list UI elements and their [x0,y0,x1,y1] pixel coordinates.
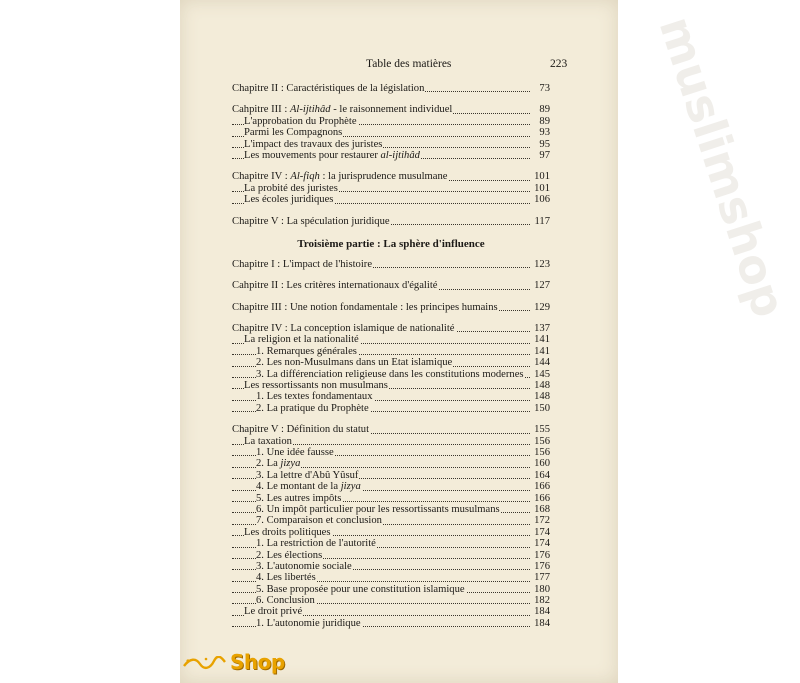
toc-entry-title-part: : la jurisprudence musulmane [319,171,448,183]
toc-entry-title [256,504,501,515]
toc-entry-title-part: 5. Les autres impôts [256,492,342,504]
toc-entry-title [256,618,362,629]
toc-entry-page: 101 [534,182,550,194]
toc-entry-title-part: al-ijtihâd [380,149,420,161]
toc-entry-page: 141 [534,345,550,357]
toc-entry-title-part: Parmi les Compagnons [244,127,343,139]
toc-entry-page: 164 [534,469,550,481]
toc-entry [232,171,550,182]
toc-entry-title-part: Al-ijtihâd [289,104,331,116]
book-page [180,0,797,683]
toc-entry-title-part: 3. La différenciation religieuse dans les constitutions modernes [256,368,524,380]
toc-entry-title-part: 1. Une idée fausse [256,446,334,458]
toc-entry [232,323,550,334]
running-head-title: Table des matières [366,58,452,70]
toc-entry-title-part: Chapitre IV : [232,171,291,183]
part-heading: Troisième partie : La sphère d'influence [297,237,485,250]
toc-entry-title-part: Al-fiqh [290,171,320,183]
toc-entry [232,515,550,526]
toc-entry [232,447,550,458]
toc-entry-title [232,171,448,182]
toc-entry [232,259,550,270]
toc-entry-title [244,183,339,194]
toc-entry-title [256,403,370,414]
toc-entry-title [256,561,353,572]
toc-entry-title [256,447,335,458]
toc-entry [232,83,550,94]
toc-entry-page: 150 [534,402,550,414]
toc-entry-title-part: Les ressortissants non musulmans [244,380,388,392]
toc-entry [232,183,550,194]
toc-entry-title [256,515,383,526]
toc-entry-title-part: Les mouvements pour restaurer [244,149,381,161]
toc-entry-title-part: L'impact des travaux des juristes [244,138,383,150]
toc-entry [232,357,550,368]
toc-entry-title [244,606,303,617]
toc-entry [232,584,550,595]
toc-entry-page: 93 [539,127,550,139]
toc-entry-page: 137 [534,323,550,335]
running-head-page-number: 223 [550,58,568,70]
toc-entry-title-part: 2. Les élections [256,549,323,561]
toc-entry-title [256,369,525,380]
toc-entry [232,458,550,469]
toc-entry-title-part: La probité des juristes [244,182,338,194]
toc-entry-title [256,357,453,368]
toc-entry-title [232,83,425,94]
toc-entry-title [244,194,334,205]
toc-entry-title [232,259,373,270]
toc-entry-page: 155 [534,424,550,436]
toc-entry-page: 180 [534,583,550,595]
toc-entry-title-part: 7. Comparaison et conclusion [256,515,382,527]
toc-entry-title-part: Chapitre V : Définition du statut [232,424,370,436]
toc-entry [232,216,550,227]
toc-entry [232,403,550,414]
toc-entry-title [244,334,360,345]
toc-entry [232,139,550,150]
toc-entry-title-part: Chapitre V : La spéculation juridique [232,215,390,227]
toc-entry-page: 101 [534,171,550,183]
toc-entry-page: 97 [539,149,550,161]
toc-entry-title [256,470,359,481]
toc-entry [232,391,550,402]
toc-entry-page: 176 [534,549,550,561]
toc-entry [232,527,550,538]
toc-entry-title-part: La taxation [244,435,292,447]
toc-entry [232,369,550,380]
toc-entry-title [244,127,343,138]
toc-entry-page: 145 [534,368,550,380]
toc-entry-title-part: Cahpitre III : [232,104,290,116]
swirl-icon [182,656,226,670]
toc-entry-title-part: jizya [280,458,301,470]
toc-entry-title-part: 6. Conclusion [256,595,315,607]
toc-entry-page: 176 [534,560,550,572]
toc-entry-title [256,595,316,606]
toc-entry [232,380,550,391]
toc-entry [232,595,550,606]
watermark: muslimshop [648,10,797,324]
toc-entry [232,538,550,549]
toc-entry-title-part: - le raisonnement individuel [330,104,453,116]
toc-entry-page: 141 [534,334,550,346]
toc-entry-title-part: 1. Les textes fondamentaux [256,391,373,403]
toc-entry-page: 127 [534,280,550,292]
toc-entry-title [232,302,499,313]
toc-entry [232,116,550,127]
toc-entry-title [232,323,456,334]
toc-entry-title [256,572,317,583]
toc-entry-title [256,458,301,469]
toc-entry-title-part: 4. Le montant de la [256,481,341,493]
toc-entry [232,280,550,291]
toc-entry-title [232,424,370,435]
toc-entry-page: 184 [534,617,550,629]
toc-entry-title-part: Chapitre II : Caractéristiques de la législation [232,83,425,94]
toc-entry-title-part: Chapitre III : Une notion fondamentale : les principes humains [232,301,498,313]
toc-entry-page: 177 [534,572,550,584]
toc-entry [232,194,550,205]
toc-entry-page: 89 [539,104,550,116]
toc-entry-title-part: Les écoles juridiques [244,194,334,206]
toc-entry-page: 148 [534,380,550,392]
toc-entry [232,606,550,617]
toc-entry [232,424,550,435]
toc-entry-title-part: Les droits politiques [244,526,331,538]
toc-entry [232,572,550,583]
toc-entry-title-part: 2. La [256,458,281,470]
toc-entry-title [244,527,332,538]
toc-entry [232,127,550,138]
toc-entry-page: 89 [539,115,550,127]
toc-entry-title-part: 3. La lettre d'Abû Yûsuf [256,469,359,481]
toc-entry-title [232,216,391,227]
toc-entry [232,436,550,447]
toc-entry-title [256,481,362,492]
toc-entry-title-part: Chapitre I : L'impact de l'histoire [232,258,373,270]
toc-entry-page: 148 [534,391,550,403]
toc-entry-page: 106 [534,194,550,206]
toc-entry-title [256,493,342,504]
toc-entry-page: 174 [534,538,550,550]
toc-entry-title [256,584,466,595]
toc-entry-page: 166 [534,492,550,504]
toc-section-after [232,259,550,629]
toc-entry-page: 117 [534,215,550,227]
toc-entry [232,334,550,345]
toc-entry-title-part: Le droit privé [244,606,303,618]
toc-entry-title-part: 6. Un impôt particulier pour les ressortissants musulmans [256,503,500,515]
toc-entry-title [256,550,323,561]
toc-entry-title-part: 3. L'autonomie sociale [256,560,352,572]
toc-entry-title-part: L'approbation du Prophète [244,115,357,127]
toc-entry-page: 156 [534,435,550,447]
toc-entry [232,561,550,572]
toc-entry [232,618,550,629]
toc-entry-title-part: Cahpitre II : Les critères internationaux d'égalité [232,280,438,292]
toc-entry-page: 184 [534,606,550,618]
toc-entry [232,104,550,115]
toc-entry-page: 172 [534,515,550,527]
toc-entry-page: 73 [539,83,550,94]
toc-entry-page: 160 [534,458,550,470]
toc-entry-page: 95 [539,138,550,150]
toc-entry-title [244,139,383,150]
toc-entry-title-part: 2. La pratique du Prophète [256,402,369,414]
toc-entry-page: 123 [534,258,550,270]
toc-entry-title [256,538,377,549]
toc-entry-page: 182 [534,595,550,607]
toc-entry-title [244,380,389,391]
table-of-contents [232,83,550,629]
toc-entry-title-part: Chapitre IV : La conception islamique de nationalité [232,323,455,335]
toc-entry-title-part: jizya [340,481,361,493]
toc-entry-title-part: La religion et la nationalité [244,334,359,346]
toc-entry-title [232,280,438,291]
toc-entry-title [244,116,358,127]
toc-entry-title [232,104,453,115]
toc-section-before [232,83,550,227]
toc-entry-title [256,346,358,357]
toc-entry-title-part: 1. La restriction de l'autorité [256,538,376,550]
toc-entry-page: 168 [534,503,550,515]
toc-entry [232,302,550,313]
toc-entry-title-part: 5. Base proposée pour une constitution islamique [256,583,465,595]
toc-entry-title-part: 2. Les non-Musulmans dans un Etat islamique [256,357,453,369]
toc-entry-title-part: 4. Les libertés [256,572,316,584]
toc-entry [232,550,550,561]
toc-entry-title-part: 1. Remarques générales [256,345,357,357]
toc-entry-page: 156 [534,446,550,458]
toc-entry [232,150,550,161]
toc-entry-page: 174 [534,526,550,538]
toc-entry-page: 144 [534,357,550,369]
toc-entry [232,504,550,515]
toc-entry-title [244,150,421,161]
toc-entry [232,346,550,357]
toc-entry-page: 166 [534,481,550,493]
toc-entry [232,470,550,481]
shop-logo-text: Shop [230,650,285,674]
toc-entry [232,493,550,504]
toc-entry-title [244,436,293,447]
toc-entry-title [256,391,374,402]
toc-entry-page: 129 [534,301,550,313]
toc-entry [232,481,550,492]
toc-entry-title-part: 1. L'autonomie juridique [256,617,361,629]
